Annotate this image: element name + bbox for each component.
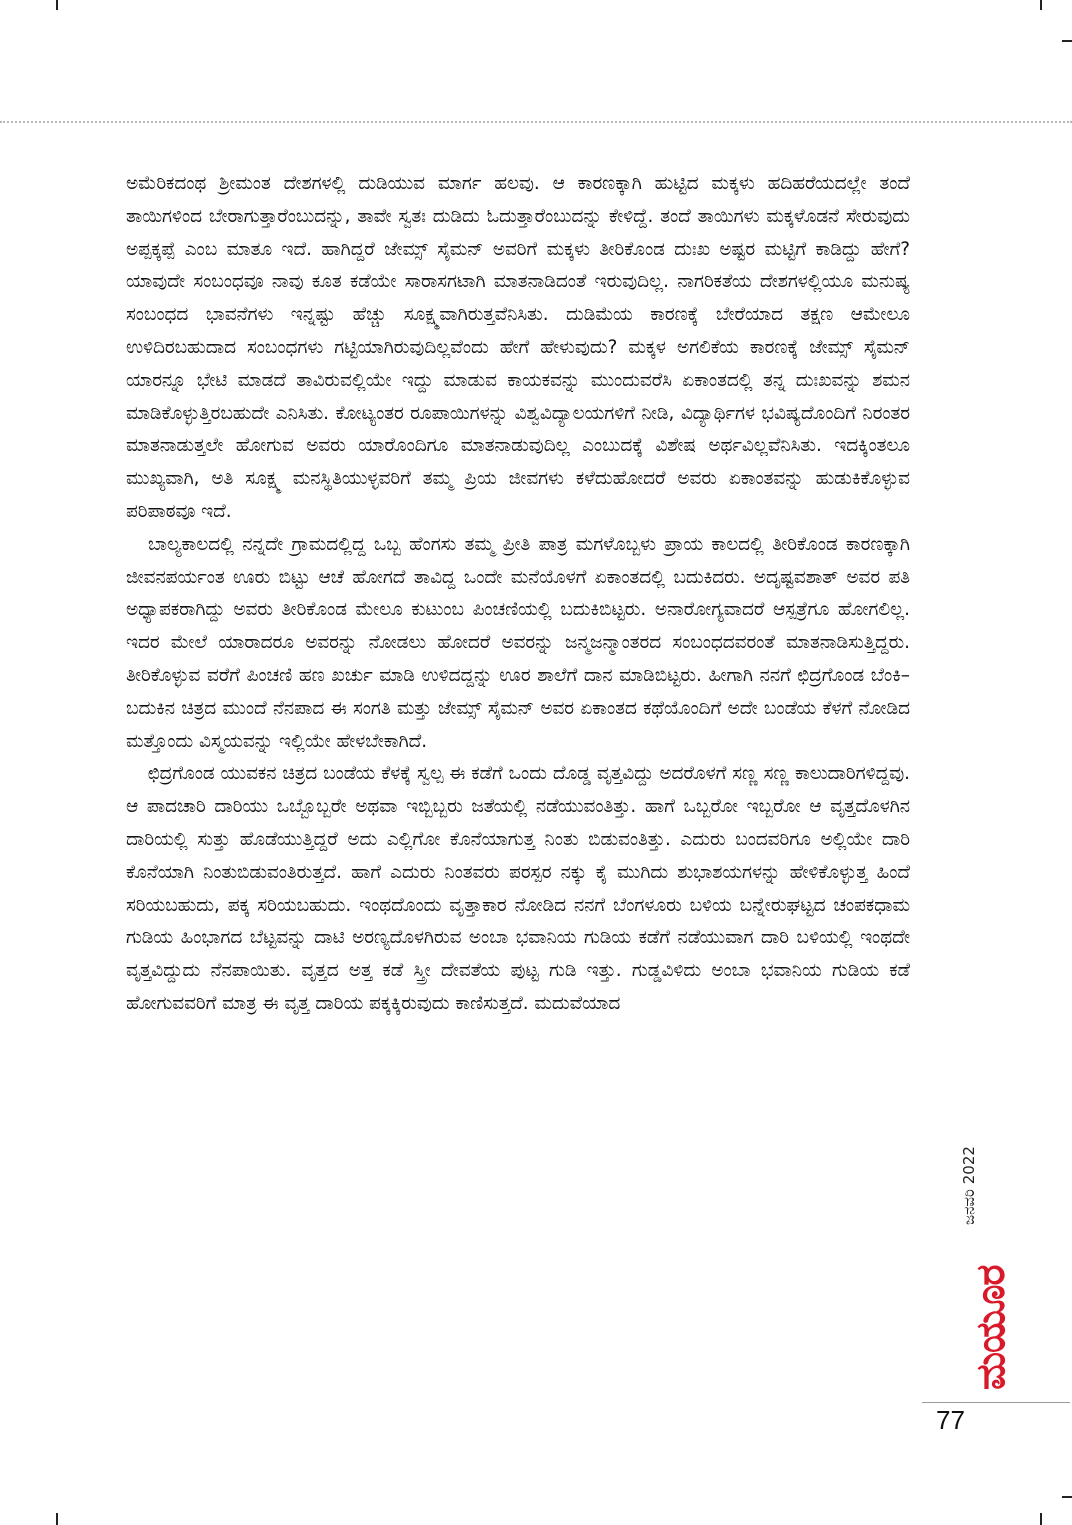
issue-date: ಜನವರಿ 2022 (960, 1146, 978, 1225)
article-body (126, 168, 910, 1021)
page-number: 77 (936, 1405, 965, 1435)
article-paragraph: ಅಮೆರಿಕದಂಥ ಶ್ರೀಮಂತ ದೇಶಗಳಲ್ಲಿ ದುಡಿಯುವ ಮಾರ್ಗ ಹಲವು. ಆ ಕಾರಣಕ್ಕಾಗಿ ಹುಟ್ಟಿದ ಮಕ್ಕಳು ಹದಿಹರೆಯದಲ್ಲೇ ತಂದೆ ತಾಯಿಗಳಿಂದ ಬೇರಾಗುತ್ತಾರೆಂಬುದನ್ನು, ತಾವೇ ಸ್ವತಃ ದುಡಿದು ಓದುತ್ತಾರೆಂಬುದನ್ನು ಕೇಳಿದ್ದೆ. ತಂದೆ ತಾಯಿಗಳು ಮಕ್ಕಳೊಡನೆ ಸೇರುವುದು ಅಪ್ಪಕ್ಕಪ್ಪೆ ಎಂಬ ಮಾತೂ ಇದೆ. ಹಾಗಿದ್ದರೆ ಜೇಮ್ಸ್ ಸೈಮನ್ ಅವರಿಗೆ ಮಕ್ಕಳು ತೀರಿಕೊಂಡ ದುಃಖ ಅಷ್ಟರ ಮಟ್ಟಿಗೆ ಕಾಡಿದ್ದು ಹೇಗೆ? ಯಾವುದೇ ಸಂಬಂಧವೂ ನಾವು ಕೂತ ಕಡೆಯೇ ಸಾರಾಸಗಟಾಗಿ ಮಾತನಾಡಿದಂತೆ ಇರುವುದಿಲ್ಲ. ನಾಗರಿಕತೆಯ ದೇಶಗಳಲ್ಲಿಯೂ ಮನುಷ್ಯ ಸಂಬಂಧದ ಭಾವನೆಗಳು ಇನ್ನಷ್ಟು ಹೆಚ್ಚು ಸೂಕ್ಷ್ಮವಾಗಿರುತ್ತವೆನಿಸಿತು. ದುಡಿಮೆಯ ಕಾರಣಕ್ಕೆ ಬೇರೆಯಾದ ತಕ್ಷಣ ಆಮೇಲೂ ಉಳಿದಿರಬಹುದಾದ ಸಂಬಂಧಗಳು ಗಟ್ಟಿಯಾಗಿರುವುದಿಲ್ಲವೆಂದು ಹೇಗೆ ಹೇಳುವುದು? ಮಕ್ಕಳ ಅಗಲಿಕೆಯ ಕಾರಣಕ್ಕೆ ಜೇಮ್ಸ್ ಸೈಮನ್ ಯಾರನ್ನೂ ಭೇಟಿ ಮಾಡದೆ ತಾವಿರುವಲ್ಲಿಯೇ ಇದ್ದು ಮಾಡುವ ಕಾಯಕವನ್ನು ಮುಂದುವರೆಸಿ ಏಕಾಂತದಲ್ಲಿ ತನ್ನ ದುಃಖವನ್ನು ಶಮನ ಮಾಡಿಕೊಳ್ಳುತ್ತಿರಬಹುದೇ ಎನಿಸಿತು. ಕೋಟ್ಯಂತರ ರೂಪಾಯಿಗಳನ್ನು ವಿಶ್ವವಿದ್ಯಾಲಯಗಳಿಗೆ ನೀಡಿ, ವಿದ್ಯಾರ್ಥಿಗಳ ಭವಿಷ್ಯದೊಂದಿಗೆ ನಿರಂತರ ಮಾತನಾಡುತ್ತಲೇ ಹೋಗುವ ಅವರು ಯಾರೊಂದಿಗೂ ಮಾತನಾಡುವುದಿಲ್ಲ ಎಂಬುದಕ್ಕೆ ವಿಶೇಷ ಅರ್ಥವಿಲ್ಲವೆನಿಸಿತು. ಇದಕ್ಕಿಂತಲೂ ಮುಖ್ಯವಾಗಿ, ಅತಿ ಸೂಕ್ಷ್ಮ ಮನಸ್ಥಿತಿಯುಳ್ಳವರಿಗೆ ತಮ್ಮ ಪ್ರಿಯ ಜೀವಗಳು ಕಳೆದುಹೋದರೆ ಅವರು ಏಕಾಂತವನ್ನು ಹುಡುಕಿಕೊಳ್ಳುವ ಪರಿಪಾಠವೂ ಇದೆ. (126, 173, 910, 522)
crop-mark-top-right (1040, 0, 1042, 10)
crop-mark-right-upper (1062, 40, 1072, 42)
magazine-logo: ಮಯೂರ (968, 1265, 1014, 1390)
crop-mark-bottom-left (56, 1513, 58, 1525)
crop-mark-right-lower (1062, 1496, 1072, 1498)
article-paragraph: ಛಿದ್ರಗೊಂಡ ಯುವಕನ ಚಿತ್ರದ ಬಂಡೆಯ ಕೆಳಕ್ಕೆ ಸ್ವಲ್ಪ ಈ ಕಡೆಗೆ ಒಂದು ದೊಡ್ಡ ವೃತ್ತವಿದ್ದು ಅದರೊಳಗೆ ಸಣ್ಣ ಸಣ್ಣ ಕಾಲುದಾರಿಗಳಿದ್ದವು. ಆ ಪಾದಚಾರಿ ದಾರಿಯು ಒಬ್ಬೊಬ್ಬರೇ ಅಥವಾ ಇಬ್ಬಿಬ್ಬರು ಜತೆಯಲ್ಲಿ ನಡೆಯುವಂತಿತ್ತು. ಹಾಗೆ ಒಬ್ಬರೋ ಇಬ್ಬರೋ ಆ ವೃತ್ತದೊಳಗಿನ ದಾರಿಯಲ್ಲಿ ಸುತ್ತು ಹೊಡೆಯುತ್ತಿದ್ದರೆ ಅದು ಎಲ್ಲಿಗೋ ಕೊನೆಯಾಗುತ್ತ ನಿಂತು ಬಿಡುವಂತಿತ್ತು. ಎದುರು ಬಂದವರಿಗೂ ಅಲ್ಲಿಯೇ ದಾರಿ ಕೊನೆಯಾಗಿ ನಿಂತುಬಿಡುವಂತಿರುತ್ತದೆ. ಹಾಗೆ ಎದುರು ನಿಂತವರು ಪರಸ್ಪರ ನಕ್ಕು ಕೈ ಮುಗಿದು ಶುಭಾಶಯಗಳನ್ನು ಹೇಳಿಕೊಳ್ಳುತ್ತ ಹಿಂದೆ ಸರಿಯಬಹುದು, ಪಕ್ಕ ಸರಿಯಬಹುದು. ಇಂಥದೊಂದು ವೃತ್ತಾಕಾರ ನೋಡಿದ ನನಗೆ ಬೆಂಗಳೂರು ಬಳಿಯ ಬನ್ನೇರುಘಟ್ಟದ ಚಂಪಕಧಾಮ ಗುಡಿಯ ಹಿಂಭಾಗದ ಬೆಟ್ಟವನ್ನು ದಾಟಿ ಅರಣ್ಯದೊಳಗಿರುವ ಅಂಬಾ ಭವಾನಿಯ ಗುಡಿಯ ಕಡೆಗೆ ನಡೆಯುವಾಗ ದಾರಿ ಬಳಿಯಲ್ಲಿ ಇಂಥದೇ ವೃತ್ತವಿದ್ದುದು ನೆನಪಾಯಿತು. ವೃತ್ತದ ಅತ್ತ ಕಡೆ ಸ್ತ್ರೀ ದೇವತೆಯ ಪುಟ್ಟ ಗುಡಿ ಇತ್ತು. ಗುಡ್ಡವಿಳಿದು ಅಂಬಾ ಭವಾನಿಯ ಗುಡಿಯ ಕಡೆ ಹೋಗುವವರಿಗೆ ಮಾತ್ರ ಈ ವೃತ್ತ ದಾರಿಯ ಪಕ್ಕಕ್ಕಿರುವುದು ಕಾಣಿಸುತ್ತದೆ. ಮದುವೆಯಾದ (126, 763, 910, 1014)
folio-rule (922, 1402, 1070, 1403)
header-dotted-rule (0, 121, 1072, 123)
crop-mark-bottom-right (1040, 1513, 1042, 1525)
article-paragraph: ಬಾಲ್ಯಕಾಲದಲ್ಲಿ ನನ್ನದೇ ಗ್ರಾಮದಲ್ಲಿದ್ದ ಒಬ್ಬ ಹೆಂಗಸು ತಮ್ಮ ಪ್ರೀತಿ ಪಾತ್ರ ಮಗಳೊಬ್ಬಳು ಪ್ರಾಯ ಕಾಲದಲ್ಲಿ ತೀರಿಕೊಂಡ ಕಾರಣಕ್ಕಾಗಿ ಜೀವನಪರ್ಯಂತ ಊರು ಬಿಟ್ಟು ಆಚೆ ಹೋಗದೆ ತಾವಿದ್ದ ಒಂದೇ ಮನೆಯೊಳಗೆ ಏಕಾಂತದಲ್ಲಿ ಬದುಕಿದರು. ಅದೃಷ್ಟವಶಾತ್ ಅವರ ಪತಿ ಅಧ್ಯಾಪಕರಾಗಿದ್ದು ಅವರು ತೀರಿಕೊಂಡ ಮೇಲೂ ಕುಟುಂಬ ಪಿಂಚಣಿಯಲ್ಲಿ ಬದುಕಿಬಿಟ್ಟರು. ಅನಾರೋಗ್ಯವಾದರೆ ಆಸ್ಪತ್ರೆಗೂ ಹೋಗಲಿಲ್ಲ. ಇದರ ಮೇಲೆ ಯಾರಾದರೂ ಅವರನ್ನು ನೋಡಲು ಹೋದರೆ ಅವರನ್ನು ಜನ್ಮಜನ್ಮಾಂತರದ ಸಂಬಂಧದವರಂತೆ ಮಾತನಾಡಿಸುತ್ತಿದ್ದರು. ತೀರಿಕೊಳ್ಳುವ ವರೆಗೆ ಪಿಂಚಣಿ ಹಣ ಖರ್ಚು ಮಾಡಿ ಉಳಿದದ್ದನ್ನು ಊರ ಶಾಲೆಗೆ ದಾನ ಮಾಡಿಬಿಟ್ಟರು. ಹೀಗಾಗಿ ನನಗೆ ಛಿದ್ರಗೊಂಡ ಬೆಂಕಿ–ಬದುಕಿನ ಚಿತ್ರದ ಮುಂದೆ ನೆನಪಾದ ಈ ಸಂಗತಿ ಮತ್ತು ಜೇಮ್ಸ್ ಸೈಮನ್ ಅವರ ಏಕಾಂತದ ಕಥೆಯೊಂದಿಗೆ ಅದೇ ಬಂಡೆಯ ಕೆಳಗೆ ನೋಡಿದ ಮತ್ತೊಂದು ವಿಸ್ಮಯವನ್ನು ಇಲ್ಲಿಯೇ ಹೇಳಬೇಕಾಗಿದೆ. (126, 533, 910, 752)
crop-mark-top-left (56, 0, 58, 10)
